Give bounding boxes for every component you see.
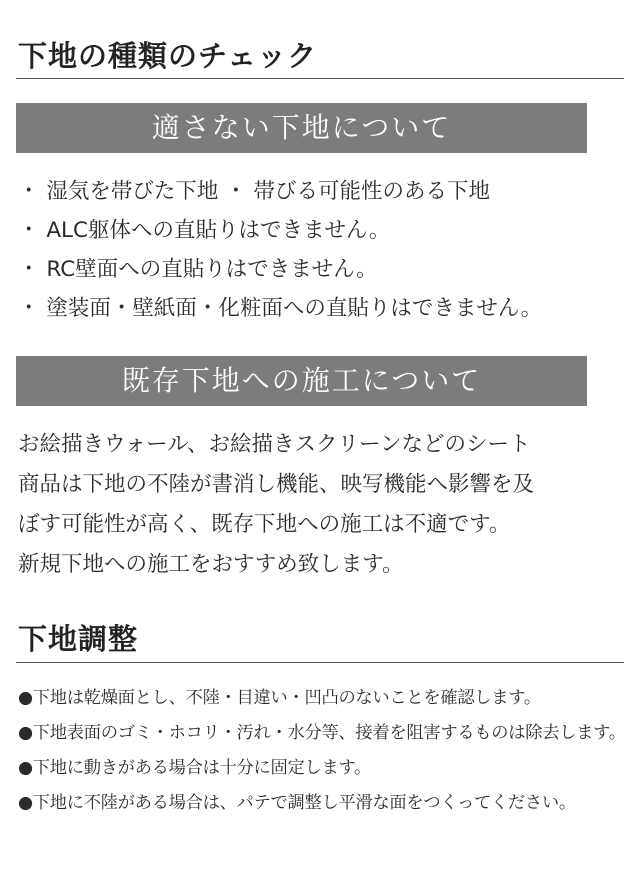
list-item: ●下地は乾燥面とし、不陸・目違い・凹凸のないことを確認します。: [18, 688, 541, 708]
existing-substrate-text: [18, 425, 534, 585]
page-title: 下地の種類のチェック: [18, 39, 318, 73]
section-heading-adjustment: 下地調整: [18, 622, 139, 656]
paragraph-line: お絵描きウォール、お絵描きスクリーンなどのシート: [18, 432, 531, 457]
existing-substrate-banner: 既存下地への施工について: [16, 356, 587, 406]
list-item: ●下地に不陸がある場合は、パテで調整し平滑な面をつくってください。: [18, 793, 576, 813]
section-divider: [16, 662, 624, 663]
title-divider: [16, 78, 624, 79]
list-item: ・ 湿気を帯びた下地 ・ 帯びる可能性のある下地: [18, 179, 491, 204]
list-item: ・ ALC躯体への直貼りはできません。: [18, 218, 391, 243]
unsuitable-substrate-banner: 適さない下地について: [16, 103, 587, 153]
list-item: ●下地表面のゴミ・ホコリ・汚れ・水分等、接着を阻害するものは除去します。: [18, 723, 626, 743]
list-item: ●下地に動きがある場合は十分に固定します。: [18, 758, 372, 778]
unsuitable-substrate-list: [18, 172, 542, 328]
paragraph-line: 商品は下地の不陸が書消し機能、映写機能へ影響を及: [18, 472, 535, 497]
adjustment-list: [18, 681, 626, 821]
list-item: ・ 塗装面・壁紙面・化粧面への直貼りはできません。: [18, 296, 543, 321]
paragraph-line: 新規下地への施工をおすすめ致します。: [18, 552, 404, 577]
list-item: ・ RC壁面への直貼りはできません。: [18, 257, 378, 282]
paragraph-line: ぼす可能性が高く、既存下地への施工は不適です。: [18, 512, 511, 537]
